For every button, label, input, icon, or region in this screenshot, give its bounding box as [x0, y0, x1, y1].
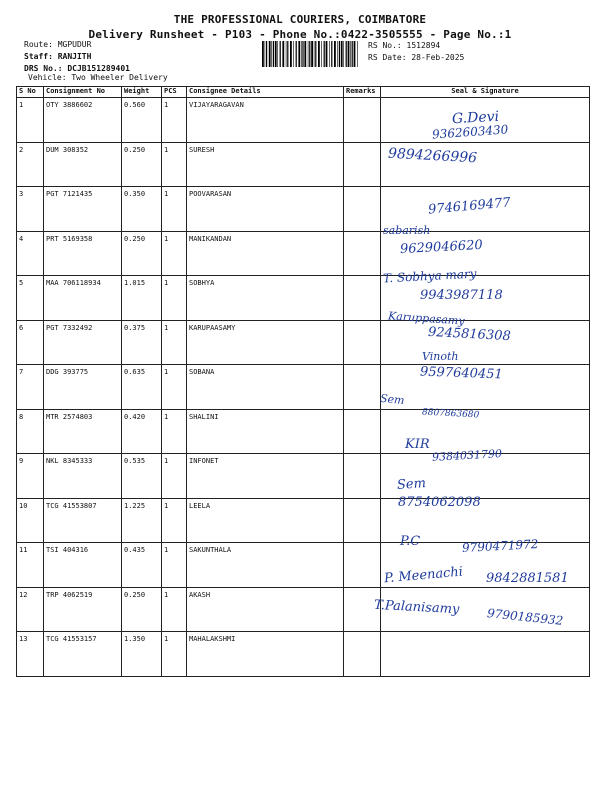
table-row: [17, 543, 590, 588]
barcode-bar: [282, 41, 284, 67]
row-sno: 10: [17, 498, 44, 543]
table-row: [17, 365, 590, 410]
row-pcs: 1: [162, 231, 187, 276]
col-consignment: Consignment No: [44, 87, 122, 98]
barcode-bar: [309, 41, 310, 67]
row-remarks: [344, 454, 381, 499]
row-pcs: 1: [162, 587, 187, 632]
row-consignee: POOVARASAN: [187, 187, 344, 232]
row-signature-cell: [381, 632, 590, 677]
row-remarks: [344, 320, 381, 365]
row-consignment: DUM 308352: [44, 142, 122, 187]
handwritten-phone: 9943987118: [420, 288, 503, 303]
row-consignment: PGT 7332492: [44, 320, 122, 365]
row-signature-cell: [381, 320, 590, 365]
row-consignee: INFONET: [187, 454, 344, 499]
row-weight: 0.250: [122, 587, 162, 632]
row-signature-cell: [381, 98, 590, 143]
row-weight: 0.350: [122, 187, 162, 232]
handwritten-phone: 9629046620: [399, 237, 484, 258]
row-pcs: 1: [162, 98, 187, 143]
row-pcs: 1: [162, 365, 187, 410]
row-signature-cell: [381, 231, 590, 276]
barcode-bar: [302, 41, 303, 67]
barcode-bar: [311, 41, 313, 67]
barcode-bar: [293, 41, 294, 67]
handwritten-phone: 9362603430: [431, 122, 509, 142]
col-sno: S No: [17, 87, 44, 98]
handwritten-signature: Karuppasamy: [387, 309, 465, 328]
table-row: [17, 320, 590, 365]
row-consignee: KARUPAASAMY: [187, 320, 344, 365]
handwritten-signature: P. Meenachi: [383, 564, 464, 587]
row-remarks: [344, 142, 381, 187]
runsheet-subtitle: Delivery Runsheet - P103 - Phone No.:0422-3505555 - Page No.:1: [88, 28, 512, 41]
vehicle-label: Vehicle: Two Wheeler Delivery: [28, 73, 168, 82]
table-header-row: [17, 87, 590, 98]
row-consignee: MAHALAKSHMI: [187, 632, 344, 677]
row-sno: 5: [17, 276, 44, 321]
row-consignment: TRP 4062519: [44, 587, 122, 632]
table-row: [17, 142, 590, 187]
staff-label: Staff: RANJITH: [24, 52, 92, 61]
row-remarks: [344, 365, 381, 410]
row-weight: 0.560: [122, 98, 162, 143]
row-remarks: [344, 498, 381, 543]
rs-number: RS No.: 1512894: [368, 41, 441, 50]
row-remarks: [344, 632, 381, 677]
handwritten-signature: T. Sobhya mary: [382, 266, 477, 286]
barcode-bar: [318, 41, 320, 67]
barcode-bar: [266, 41, 267, 67]
table-row: [17, 409, 590, 454]
col-pcs: PCS: [162, 87, 187, 98]
handwritten-signature: Sem: [379, 391, 406, 408]
row-remarks: [344, 187, 381, 232]
drs-number: DRS No.: DCJB151289401: [24, 64, 130, 73]
row-consignment: DDG 393775: [44, 365, 122, 410]
row-weight: 1.015: [122, 276, 162, 321]
barcode-bar: [326, 41, 328, 67]
barcode-bar: [324, 41, 325, 67]
barcode-bar: [290, 41, 292, 67]
barcode-bar: [341, 41, 343, 67]
handwritten-signature: T.Palanisamy: [373, 597, 460, 618]
row-remarks: [344, 409, 381, 454]
handwritten-signature: 9746169477: [427, 195, 512, 218]
row-weight: 0.375: [122, 320, 162, 365]
row-consignee: SURESH: [187, 142, 344, 187]
barcode-bar: [298, 41, 300, 67]
row-signature-cell: [381, 142, 590, 187]
row-weight: 1.225: [122, 498, 162, 543]
barcode-bar: [301, 41, 302, 67]
row-sno: 9: [17, 454, 44, 499]
row-signature-cell: [381, 409, 590, 454]
row-consignee: VIJAYARAGAVAN: [187, 98, 344, 143]
row-weight: 0.535: [122, 454, 162, 499]
handwritten-signature: KIR: [405, 437, 430, 452]
row-weight: 0.250: [122, 231, 162, 276]
handwritten-phone: 9842881581: [486, 571, 569, 586]
row-sno: 8: [17, 409, 44, 454]
handwritten-phone: 9597640451: [419, 364, 503, 383]
row-remarks: [344, 231, 381, 276]
row-consignment: MTR 2574803: [44, 409, 122, 454]
row-remarks: [344, 276, 381, 321]
row-consignee: AKASH: [187, 587, 344, 632]
row-signature-cell: [381, 187, 590, 232]
row-sno: 11: [17, 543, 44, 588]
handwritten-signature: sabarish: [383, 224, 431, 237]
row-pcs: 1: [162, 409, 187, 454]
row-consignment: TSI 404316: [44, 543, 122, 588]
row-remarks: [344, 587, 381, 632]
barcode-bar: [314, 41, 315, 67]
barcode-bar: [321, 41, 322, 67]
route-label: Route: MGPUDUR: [24, 40, 92, 49]
row-remarks: [344, 98, 381, 143]
col-remarks: Remarks: [344, 87, 381, 98]
row-signature-cell: [381, 498, 590, 543]
company-title: THE PROFESSIONAL COURIERS, COIMBATORE: [173, 13, 427, 26]
row-pcs: 1: [162, 632, 187, 677]
row-pcs: 1: [162, 498, 187, 543]
barcode-bar: [315, 41, 316, 67]
row-weight: 0.250: [122, 142, 162, 187]
barcode-bar: [280, 41, 281, 67]
row-consignment: PRT 5169358: [44, 231, 122, 276]
barcode-bar: [275, 41, 277, 67]
barcode-bar: [357, 41, 358, 67]
barcode-bar: [265, 41, 266, 67]
row-sno: 4: [17, 231, 44, 276]
row-weight: 0.420: [122, 409, 162, 454]
row-signature-cell: [381, 365, 590, 410]
row-consignee: SOBHYA: [187, 276, 344, 321]
row-sno: 3: [17, 187, 44, 232]
row-consignment: PGT 7121435: [44, 187, 122, 232]
table-row: [17, 587, 590, 632]
barcode: [262, 41, 358, 67]
row-consignment: NKL 8345333: [44, 454, 122, 499]
runsheet-table: [16, 86, 590, 677]
table-row: [17, 187, 590, 232]
col-consignee: Consignee Details: [187, 87, 344, 98]
handwritten-phone: 8807863680: [421, 407, 480, 421]
barcode-bar: [331, 41, 332, 67]
handwritten-signature: Sem: [396, 476, 427, 493]
row-consignment: TCG 41553157: [44, 632, 122, 677]
barcode-bar: [277, 41, 278, 67]
row-sno: 6: [17, 320, 44, 365]
row-consignee: SOBANA: [187, 365, 344, 410]
row-remarks: [344, 543, 381, 588]
barcode-bar: [350, 41, 351, 67]
row-sno: 2: [17, 142, 44, 187]
barcode-bar: [352, 41, 353, 67]
handwritten-phone: 9384031790: [431, 447, 503, 464]
handwritten-signature: P.C: [400, 534, 421, 549]
row-consignee: SAKUNTHALA: [187, 543, 344, 588]
row-weight: 0.435: [122, 543, 162, 588]
row-sno: 7: [17, 365, 44, 410]
col-signature: Seal & Signature: [381, 87, 590, 98]
barcode-bar: [286, 41, 287, 67]
handwritten-signature: Vinoth: [422, 350, 459, 363]
row-sno: 13: [17, 632, 44, 677]
barcode-bar: [296, 41, 297, 67]
row-signature-cell: [381, 276, 590, 321]
row-consignee: MANIKANDAN: [187, 231, 344, 276]
barcode-bar: [269, 41, 271, 67]
barcode-bar: [308, 41, 309, 67]
table-row: [17, 498, 590, 543]
barcode-bar: [287, 41, 288, 67]
handwritten-phone: 9245816308: [427, 324, 512, 345]
handwritten-phone: 9790185932: [486, 606, 564, 628]
row-consignment: TCG 41553807: [44, 498, 122, 543]
barcode-bar: [334, 41, 336, 67]
barcode-bar: [346, 41, 347, 67]
barcode-bar: [339, 41, 340, 67]
barcode-bar: [271, 41, 272, 67]
row-signature-cell: [381, 543, 590, 588]
row-sno: 12: [17, 587, 44, 632]
row-pcs: 1: [162, 454, 187, 499]
row-pcs: 1: [162, 320, 187, 365]
barcode-bar: [329, 41, 330, 67]
row-weight: 1.350: [122, 632, 162, 677]
row-consignment: MAA 706118934: [44, 276, 122, 321]
row-sno: 1: [17, 98, 44, 143]
row-consignee: SHALINI: [187, 409, 344, 454]
barcode-bar: [337, 41, 338, 67]
handwritten-phone: 8754062098: [398, 495, 481, 510]
row-signature-cell: [381, 587, 590, 632]
row-pcs: 1: [162, 187, 187, 232]
col-weight: Weight: [122, 87, 162, 98]
barcode-bar: [273, 41, 274, 67]
table-row: [17, 231, 590, 276]
table-row: [17, 276, 590, 321]
row-pcs: 1: [162, 276, 187, 321]
barcode-bar: [262, 41, 264, 67]
barcode-bar: [343, 41, 344, 67]
row-pcs: 1: [162, 142, 187, 187]
handwritten-signature: 9894266996: [387, 145, 478, 167]
rs-date: RS Date: 28-Feb-2025: [368, 53, 465, 62]
table-row: [17, 454, 590, 499]
handwritten-phone: 9790471972: [461, 537, 539, 555]
barcode-bar: [304, 41, 306, 67]
row-pcs: 1: [162, 543, 187, 588]
handwritten-signature: G.Devi: [451, 108, 500, 128]
table-row: [17, 632, 590, 677]
barcode-bar: [348, 41, 350, 67]
row-consignment: OTY 3886602: [44, 98, 122, 143]
row-consignee: LEELA: [187, 498, 344, 543]
table-row: [17, 98, 590, 143]
barcode-bar: [354, 41, 356, 67]
row-signature-cell: [381, 454, 590, 499]
row-weight: 0.635: [122, 365, 162, 410]
